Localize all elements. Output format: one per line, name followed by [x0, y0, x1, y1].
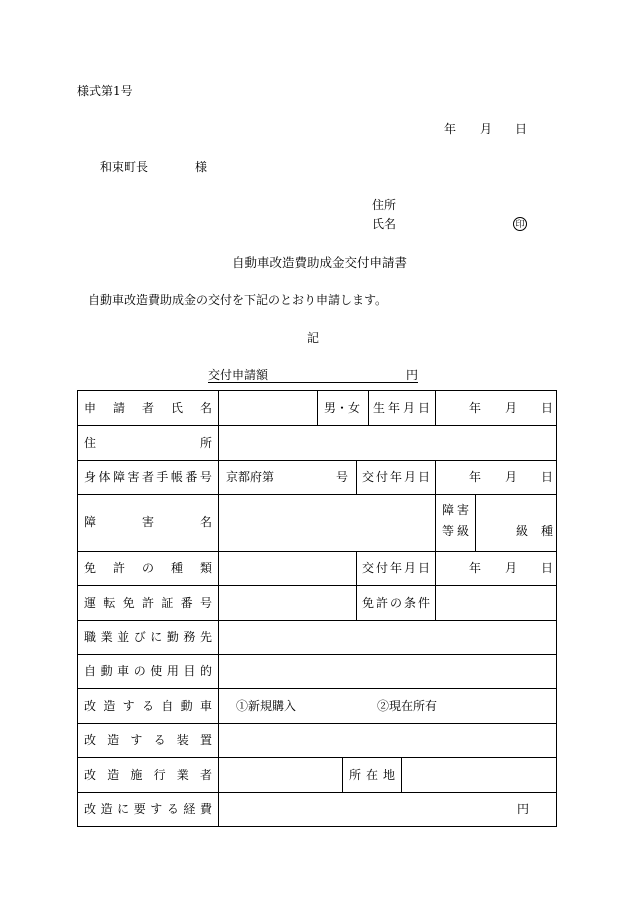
location-field[interactable] [402, 758, 555, 792]
birth-year: 年 [469, 401, 482, 415]
cost-label: 改 造 に 要 す る 経 費 [84, 802, 212, 816]
license-year: 年 [469, 561, 482, 575]
form-number: 様式第1号 [77, 84, 133, 98]
contractor-label: 改 造 施 行 業 者 [84, 768, 212, 782]
device-label: 改 造 す る 装 置 [84, 733, 212, 747]
type-unit: 種 [541, 524, 554, 538]
occupation-field[interactable] [219, 621, 555, 654]
address-field[interactable] [219, 426, 555, 460]
honorific: 様 [195, 160, 208, 174]
birth-month: 月 [505, 401, 518, 415]
kyoto-prefix: 京都府第 [226, 470, 275, 484]
handbook-number-label: 身 体 障 害 者 手 帳 番 号 [84, 470, 212, 484]
license-conditions-label: 免 許 の 条 件 [362, 596, 430, 610]
amount-line[interactable] [208, 368, 418, 383]
occupation-label: 職 業 並 び に 勤 務 先 [84, 630, 212, 644]
cost-yen: 円 [517, 802, 530, 816]
amount-unit: 円 [405, 368, 418, 382]
ki-label: 記 [307, 331, 320, 345]
license-type-field[interactable] [219, 552, 355, 585]
issue-day: 日 [541, 470, 554, 484]
seal-mark: 印 [513, 217, 527, 231]
date-year: 年 [444, 122, 457, 136]
license-type-label: 免 許 の 種 類 [84, 561, 212, 575]
birth-day: 日 [541, 401, 554, 415]
disability-grade-label-2: 等 級 [442, 524, 469, 538]
purpose-label: 自 動 車 の 使 用 目 的 [84, 664, 212, 678]
license-number-label: 運 転 免 許 証 番 号 [84, 596, 212, 610]
address-row-label: 住 所 [84, 436, 212, 450]
license-number-field[interactable] [219, 586, 355, 620]
date-day: 日 [515, 122, 528, 136]
issue-year: 年 [469, 470, 482, 484]
contractor-field[interactable] [219, 758, 341, 792]
option-currently-owned[interactable]: ②現在所有 [377, 699, 438, 713]
document-title: 自動車改造費助成金交付申請書 [232, 255, 408, 270]
car-to-modify-label: 改 造 す る 自 動 車 [84, 699, 212, 713]
addressee: 和束町長 [100, 160, 149, 174]
license-issue-date-label: 交 付 年 月 日 [362, 561, 430, 575]
amount-label: 交付申請額 [208, 368, 269, 382]
number-suffix: 号 [336, 470, 349, 484]
body-text: 自動車改造費助成金の交付を下記のとおり申請します。 [88, 293, 388, 307]
issue-month: 月 [505, 470, 518, 484]
issue-date-label: 交 付 年 月 日 [362, 470, 430, 484]
license-day: 日 [541, 561, 554, 575]
applicant-name-field[interactable] [219, 391, 316, 425]
device-field[interactable] [219, 724, 555, 757]
birth-date-label: 生 年 月 日 [373, 401, 430, 415]
option-new-purchase[interactable]: ①新規購入 [236, 699, 297, 713]
applicant-name-label: 申 請 者 氏 名 [84, 401, 212, 415]
name-label: 氏名 [372, 217, 397, 231]
disability-name-field[interactable] [219, 495, 434, 551]
license-conditions-field[interactable] [436, 586, 555, 620]
disability-name-label: 障 害 名 [84, 515, 212, 529]
application-table [77, 390, 557, 827]
date-month: 月 [480, 122, 493, 136]
grade-unit: 級 [516, 524, 529, 538]
gender-field[interactable]: 男・女 [324, 401, 361, 415]
location-label: 所 在 地 [349, 768, 395, 782]
license-month: 月 [505, 561, 518, 575]
address-label: 住所 [372, 198, 397, 212]
disability-grade-label-1: 障 害 [442, 503, 469, 517]
purpose-field[interactable] [219, 655, 555, 688]
